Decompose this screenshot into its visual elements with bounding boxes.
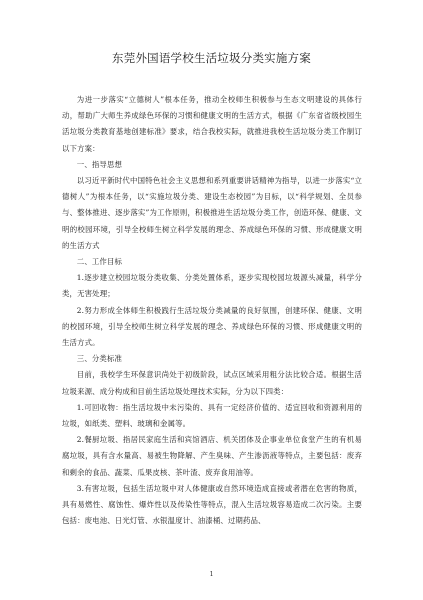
section-heading: 一、指导思想	[76, 159, 123, 169]
section-paragraph: 目前，我校学生环保意识尚处于初级阶段，试点区域采用粗分法比较合适。根据生活垃圾来源、成分构成和目前生活垃圾处理技术实际，分为以下四类：	[62, 370, 362, 396]
section-paragraph: 2.餐厨垃圾、指居民家庭生活和宾馆酒店、机关团体及企事业单位食堂产生的有机易腐垃圾，具有含水量高、易被生物降解、产生臭味、产生渗沥液等特点，主要包括：废弃和剩余的食品、蔬菜、瓜果皮核、茶叶渣、废弃食用油等。	[62, 435, 362, 477]
section-paragraph: 3.有害垃圾，包括生活垃圾中对人体健康或自然环境造成直接或者潜在危害的物质，具有易燃性、腐蚀性、爆炸性以及传染性等特点，混入生活垃圾容易造成二次污染。主要包括：废电池、日光灯管、水银温度计、油漆桶、过期药品、	[62, 483, 362, 526]
page-number: 1	[209, 571, 214, 578]
section-paragraph: 1.逐步建立校园垃圾分类收集、分类处置体系，逐步实现校园垃圾源头减量，科学分类，无害处理；	[62, 273, 362, 299]
section-paragraph: 2.努力形成全体师生积极践行生活垃圾分类减量的良好氛围，创建环保、健康、文明的校园环境，引导全校师生树立科学发展的理念、养成绿色环保的习惯、形成健康文明的生活方式。	[62, 305, 362, 348]
document-body	[62, 92, 362, 529]
document-title: 东莞外国语学校生活垃圾分类实施方案	[112, 51, 311, 65]
section-paragraph: 1.可回收物：指生活垃圾中未污染的、具有一定经济价值的、适宜回收和资源利用的垃圾，如纸类、塑料、玻璃和金属等。	[62, 402, 362, 429]
section-heading: 三、分类标准	[76, 354, 123, 364]
section-heading: 二、工作目标	[76, 257, 123, 267]
section-paragraph: 以习近平新时代中国特色社会主义思想和系列重要讲话精神为指导，以进一步落实“立德树人”为根本任务，以“实施垃圾分类、建设生态校园”为目标，以“科学规划、全员参与、整体推进、逐步落实”为工作原则，积极推进生活垃圾分类工作，创造环保、健康、文明的校园环境，引导全校师生树立科学发展的理念、养成绿色环保的习惯、形成健康文明的生活方式	[62, 176, 362, 250]
intro-paragraph: 为进一步落实“立德树人”根本任务，推动全校师生积极参与生态文明建设的具体行动，帮助广大师生养成绿色环保的习惯和健康文明的生活方式，根据《广东省省级校园生活垃圾分类教育基地创建标准》要求，结合我校实际，就推进我校生活垃圾分类工作制订以下方案：	[62, 95, 362, 153]
